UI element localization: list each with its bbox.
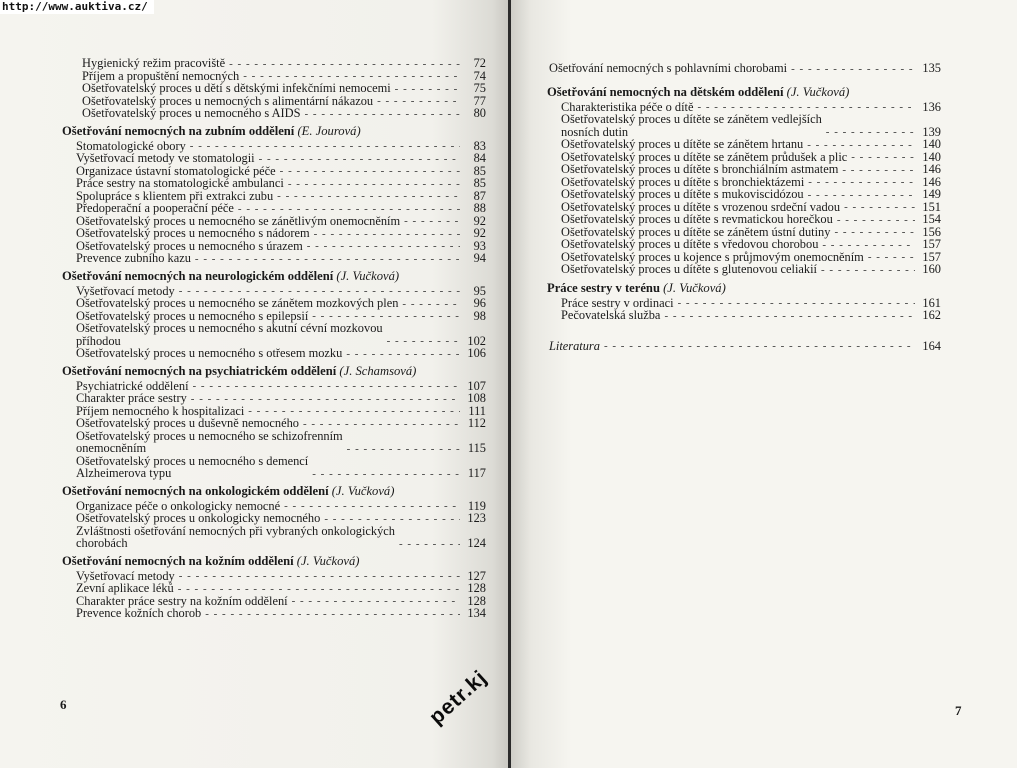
toc-entry-page: 107: [467, 378, 486, 393]
toc-entry-page: 151: [922, 199, 941, 214]
toc-entry-title-block: [561, 113, 826, 138]
toc-entry-page: 123: [467, 511, 486, 525]
toc-entry: [76, 525, 486, 550]
dot-leader: [259, 153, 460, 165]
toc-entry-title: Ošetřovatelský proces u dítěte s glutenovou celiakií: [561, 262, 818, 276]
toc-section-heading: [62, 554, 486, 569]
toc-entry-page: 134: [467, 606, 486, 620]
toc-entry-page: 160: [922, 262, 941, 276]
toc-entry-page: 80: [473, 106, 486, 120]
toc-entry: [76, 512, 486, 525]
dot-leader: [402, 298, 460, 310]
toc-entry-page: 106: [467, 346, 486, 360]
toc-entry: [561, 263, 941, 276]
dot-leader: [314, 228, 460, 240]
dot-leader: [791, 63, 915, 75]
dot-leader: [826, 126, 915, 138]
toc-entry-title: Práce sestry v ordinaci: [561, 295, 674, 310]
toc-entry-page: 146: [922, 162, 941, 176]
dot-leader: [195, 253, 460, 265]
dot-leader: [844, 201, 915, 213]
toc-entry-page: 156: [922, 224, 941, 239]
toc-entry-page: 128: [467, 581, 486, 595]
toc-entry-page: 72: [473, 56, 486, 70]
toc-entry-title: Ošetřování nemocných s pohlavními chorobami: [549, 61, 788, 75]
dot-leader: [347, 443, 460, 455]
toc-section-heading: [62, 364, 486, 379]
dot-leader: [387, 335, 460, 347]
toc-entry: [76, 152, 486, 165]
toc-entry-title: Příjem a propuštění nemocných: [82, 68, 240, 83]
toc-entry: [561, 113, 941, 138]
toc-entry-title: Organizace péče o onkologicky nemocné: [76, 498, 281, 513]
dot-leader: [395, 83, 460, 95]
toc-entry-page: 127: [467, 568, 486, 583]
toc-entry-title: Vyšetřovací metody: [76, 568, 175, 583]
dot-leader: [288, 178, 460, 190]
toc-entry-page: 92: [473, 213, 486, 228]
section-title: Ošetřování nemocných na kožním oddělení: [62, 553, 294, 568]
dot-leader: [229, 58, 460, 70]
section-author: (J. Vučková): [663, 280, 726, 295]
toc-entry-page: 128: [467, 593, 486, 608]
section-title: Ošetřování nemocných na dětském oddělení: [547, 84, 784, 99]
page-number-left: 6: [60, 697, 67, 712]
toc-entry-page: 161: [922, 295, 941, 310]
toc-entry-title: Ošetřovatelský proces u dítěte s vředovou chorobou: [561, 237, 819, 251]
dot-leader: [191, 393, 460, 405]
toc-entry: [76, 347, 486, 360]
toc-entry-literature: [549, 340, 941, 353]
dot-leader: [238, 203, 460, 215]
toc-entry-title: Ošetřovatelský proces u dítěte se zánětem ústní dutiny: [561, 224, 831, 239]
dot-leader: [808, 176, 915, 188]
toc-entry-title: Charakteristika péče o dítě: [561, 99, 694, 114]
seller-stamp: petr.kj: [425, 665, 492, 730]
toc-entry-title: Zevní aplikace léků: [76, 581, 174, 595]
dot-leader: [678, 297, 915, 309]
toc-entry-title: Příjem nemocného k hospitalizaci: [76, 403, 245, 418]
toc-entry: [561, 213, 941, 226]
toc-entry: [561, 138, 941, 151]
toc-section-heading: [62, 269, 486, 284]
toc-entry: [549, 62, 941, 75]
left-page: [0, 0, 508, 768]
toc-entry-title: Stomatologické obory: [76, 138, 186, 153]
toc-entry: [76, 417, 486, 430]
section-author: (J. Vučková): [296, 553, 360, 568]
toc-entry-page: 92: [473, 226, 486, 240]
toc-entry: [82, 107, 486, 120]
toc-section-heading: [62, 124, 486, 139]
toc-entry: [561, 309, 941, 322]
dot-leader: [193, 380, 460, 392]
dot-leader: [842, 164, 915, 176]
toc-entry-title: Ošetřovatelský proces u dětí s dětskými infekčními nemocemi: [82, 81, 391, 95]
toc-entry: [76, 455, 486, 480]
toc-entry-page: 74: [473, 68, 486, 83]
section-author: (J. Vučková): [331, 483, 395, 498]
toc-entry-page: 85: [473, 163, 486, 178]
toc-entry-page: 124: [467, 536, 486, 550]
toc-entry-page: 135: [922, 61, 941, 75]
dot-leader: [292, 595, 460, 607]
toc-entry-title: Ošetřovatelský proces u nemocného se zánětem mozkových plen: [76, 296, 399, 310]
toc-entry-title: Psychiatrické oddělení: [76, 378, 189, 393]
toc-entry-title: Literatura: [549, 338, 600, 353]
toc-entry: [561, 238, 941, 251]
watermark-url: http://www.auktiva.cz/: [0, 0, 154, 14]
toc-entry-title-block: [76, 430, 347, 455]
dot-leader: [324, 513, 460, 525]
toc-entry-title: Vyšetřovací metody: [76, 283, 175, 298]
section-title: Ošetřování nemocných na zubním oddělení: [62, 123, 295, 138]
toc-entry: [76, 202, 486, 215]
toc-section-heading: [547, 85, 941, 100]
toc-entry-page: 140: [922, 149, 941, 164]
toc-entry-title: Ošetřovatelský proces u dítěte s bronchiálním astmatem: [561, 162, 839, 176]
toc-entry-title: Hygienický režim pracoviště: [82, 56, 226, 70]
dot-leader: [834, 226, 915, 238]
toc-entry-title: Ošetřovatelský proces u dítěte s vrozenou srdeční vadou: [561, 199, 841, 214]
toc-entry: [561, 188, 941, 201]
toc-entry-page: 115: [467, 441, 486, 455]
dot-leader: [807, 139, 915, 151]
section-title: Práce sestry v terénu: [547, 280, 660, 295]
section-title: Ošetřování nemocných na neurologickém oddělení: [62, 268, 334, 283]
toc-entry: [76, 252, 486, 265]
toc-entry-page: 102: [467, 333, 486, 348]
toc-entry-page: 117: [467, 466, 486, 480]
toc-entry: [561, 163, 941, 176]
page-number-right: 7: [955, 703, 962, 718]
toc-entry-title-line: Zvláštnosti ošetřování nemocných při vybraných onkologických: [76, 523, 395, 538]
toc-entry-title: Ošetřovatelský proces u nemocných s alimentární nákazou: [82, 93, 374, 108]
toc-entry-title-line: nosních dutin: [561, 124, 629, 139]
dot-leader: [604, 340, 915, 352]
table-of-contents-left: [62, 57, 486, 620]
dot-leader: [868, 251, 915, 263]
toc-entry-title-line: chorobách: [76, 536, 128, 550]
toc-entry-title: Ošetřovatelský proces u nemocného s otřesem mozku: [76, 346, 343, 360]
toc-entry-title: Organizace ústavní stomatologické péče: [76, 163, 276, 178]
toc-entry-title: Charakter práce sestry: [76, 391, 187, 405]
toc-entry-title: Vyšetřovací metody ve stomatologii: [76, 151, 255, 165]
toc-entry-page: 75: [473, 81, 486, 95]
toc-entry-title: Pečovatelská služba: [561, 308, 661, 322]
section-author: (J. Vučková): [786, 84, 850, 99]
toc-entry-page: 157: [922, 237, 941, 251]
toc-entry: [76, 430, 486, 455]
toc-entry-title: Ošetřovatelský proces u nemocného s úrazem: [76, 238, 303, 253]
toc-entry-title: Ošetřovatelský proces u dítěte se zánětem průdušek a plic: [561, 149, 848, 164]
dot-leader: [303, 418, 460, 430]
dot-leader: [821, 264, 915, 276]
toc-entry: [76, 392, 486, 405]
dot-leader: [664, 310, 915, 322]
dot-leader: [822, 239, 915, 251]
toc-entry: [82, 57, 486, 70]
right-page: [511, 0, 1017, 768]
toc-entry: [76, 297, 486, 310]
toc-entry: [76, 177, 486, 190]
dot-leader: [377, 95, 460, 107]
toc-entry-page: 84: [473, 151, 486, 165]
section-author: (E. Jourová): [297, 123, 361, 138]
dot-leader: [837, 214, 915, 226]
toc-entry-page: 96: [473, 296, 486, 310]
toc-entry-title-block: [76, 322, 387, 347]
toc-entry-title: Charakter práce sestry na kožním oddělení: [76, 593, 288, 608]
dot-leader: [346, 348, 460, 360]
toc-entry-title: Prevence kožních chorob: [76, 606, 202, 620]
toc-entry-page: 98: [473, 308, 486, 323]
toc-entry-title: Ošetřovatelský proces u duševně nemocného: [76, 416, 299, 430]
toc-entry-page: 149: [922, 187, 941, 201]
section-author: (J. Schamsová): [339, 363, 417, 378]
table-of-contents-right: [547, 62, 941, 352]
toc-section-heading: [62, 484, 486, 499]
toc-entry-title: Práce sestry na stomatologické ambulanci: [76, 176, 284, 190]
toc-entry-title: Ošetřovatelský proces u dítěte s bronchiektázemi: [561, 174, 805, 189]
toc-entry-title-line: Ošetřovatelský proces u dítěte se zánětem vedlejších: [561, 112, 822, 126]
toc-entry-page: 136: [922, 99, 941, 114]
toc-entry-page: 85: [473, 176, 486, 190]
toc-entry-title-line: Ošetřovatelský proces u nemocného s demencí: [76, 453, 309, 468]
toc-entry-page: 139: [922, 124, 941, 139]
dot-leader: [205, 608, 460, 620]
toc-entry-page: 108: [467, 391, 486, 405]
dot-leader: [277, 190, 460, 202]
toc-entry-title: Ošetřovatelský proces u dítěte s revmatickou horečkou: [561, 212, 833, 226]
toc-entry-page: 111: [468, 403, 486, 418]
dot-leader: [178, 583, 460, 595]
toc-entry: [76, 322, 486, 347]
section-title: Ošetřování nemocných na onkologickém oddělení: [62, 483, 329, 498]
toc-entry-title-block: [76, 525, 399, 550]
toc-entry-page: 157: [922, 249, 941, 264]
toc-entry-title: Spolupráce s klientem při extrakci zubu: [76, 188, 274, 203]
toc-entry-page: 154: [922, 212, 941, 226]
toc-entry-title-line: příhodou: [76, 333, 121, 348]
toc-entry-page: 140: [922, 137, 941, 151]
section-author: (J. Vučková): [336, 268, 400, 283]
toc-entry-page: 88: [473, 201, 486, 215]
toc-entry-page: 93: [473, 238, 486, 253]
dot-leader: [399, 538, 460, 550]
toc-right-sections: [547, 85, 941, 322]
toc-entry-title-line: Ošetřovatelský proces u nemocného se schizofrenním: [76, 428, 343, 443]
toc-entry-title: Ošetřovatelský proces u dítěte s mukoviscidózou: [561, 187, 804, 201]
toc-entry-page: 112: [467, 416, 486, 430]
toc-entry-title-block: [76, 455, 312, 480]
toc-entry-title: Ošetřovatelský proces u nemocného s AIDS: [82, 106, 301, 120]
toc-entry-page: 146: [922, 174, 941, 189]
toc-section-heading: [547, 281, 941, 296]
dot-leader: [808, 189, 915, 201]
toc-entry-page: 87: [473, 188, 486, 203]
dot-leader: [307, 240, 460, 252]
toc-entry-title: Ošetřovatelský proces u kojence s průjmovým onemocněním: [561, 249, 864, 264]
dot-leader: [312, 468, 460, 480]
toc-entry-title: Ošetřovatelský proces u nemocného s epilepsií: [76, 308, 309, 323]
dot-leader: [851, 151, 915, 163]
toc-entry-title: Předoperační a pooperační péče: [76, 201, 234, 215]
toc-entry-title-line: Alzheimerova typu: [76, 466, 172, 480]
toc-entry: [76, 582, 486, 595]
toc-entry-title: Ošetřovatelský proces u onkologicky nemocného: [76, 511, 321, 525]
toc-entry-page: 164: [922, 338, 941, 353]
toc-entry: [82, 82, 486, 95]
dot-leader: [305, 108, 460, 120]
toc-entry-title-line: Ošetřovatelský proces u nemocného s akutní cévní mozkovou: [76, 321, 383, 335]
dot-leader: [280, 165, 460, 177]
toc-entry: [76, 227, 486, 240]
toc-entry-title: Ošetřovatelský proces u nemocného s nádorem: [76, 226, 310, 240]
dot-leader: [179, 570, 460, 582]
toc-entry-page: 77: [473, 93, 486, 108]
toc-entry-title: Ošetřovatelský proces u dítěte se zánětem hrtanu: [561, 137, 804, 151]
dot-leader: [404, 215, 460, 227]
section-title: Ošetřování nemocných na psychiatrickém oddělení: [62, 363, 337, 378]
toc-entry-page: 94: [473, 251, 486, 265]
toc-entry-page: 95: [473, 283, 486, 298]
toc-entry-page: 162: [922, 308, 941, 322]
toc-entry-title-line: onemocněním: [76, 441, 147, 455]
toc-entry: [76, 607, 486, 620]
toc-entry-title: Ošetřovatelský proces u nemocného se zánětlivým onemocněním: [76, 213, 401, 228]
toc-entry-page: 83: [473, 138, 486, 153]
toc-entry-page: 119: [467, 498, 486, 513]
toc-entry-title: Prevence zubního kazu: [76, 251, 191, 265]
